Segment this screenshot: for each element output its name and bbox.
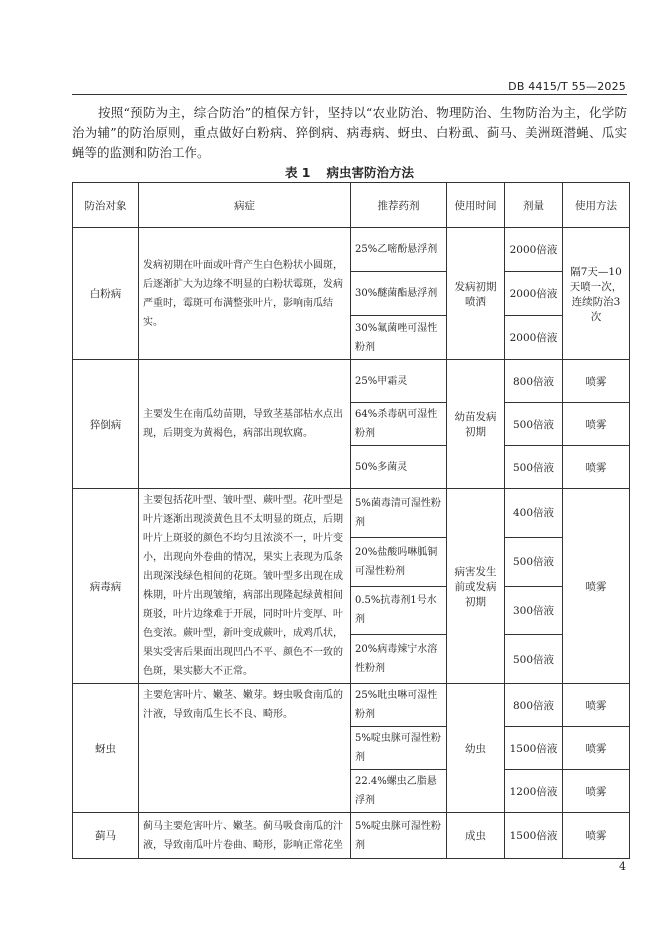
header-dose: 剂量 <box>505 183 563 228</box>
drug-cell: 20%盐酸吗啉胍铜可湿性粉剂 <box>351 537 447 586</box>
drug-cell: 50%多菌灵 <box>351 446 447 489</box>
standard-code: DB 4415/T 55—2025 <box>508 80 626 93</box>
method-cell: 喷雾 <box>563 403 630 446</box>
method-cell: 喷雾 <box>563 770 630 813</box>
symptom-cell: 发病初期在叶面或叶背产生白色粉状小圆斑，后逐渐扩大为边缘不明显的白粉状霉斑，发病严重时，霉斑可布满整张叶片，影响南瓜结实。 <box>139 228 351 360</box>
dose-cell: 500倍液 <box>505 446 563 489</box>
dose-cell: 400倍液 <box>505 489 563 538</box>
header-time: 使用时间 <box>447 183 505 228</box>
target-cell: 蓟马 <box>73 813 139 859</box>
dose-cell: 2000倍液 <box>505 228 563 272</box>
time-cell: 幼虫 <box>447 684 505 813</box>
dose-cell: 1200倍液 <box>505 770 563 813</box>
time-cell: 幼苗发病初期 <box>447 360 505 489</box>
dose-cell: 2000倍液 <box>505 316 563 360</box>
time-cell: 病害发生前或发病初期 <box>447 489 505 684</box>
page-number: 4 <box>619 860 626 873</box>
intro-paragraph: 按照“预防为主，综合防治”的植保方针，坚持以“农业防治、物理防治、生物防治为主，化学防治为辅”的防治原则，重点做好白粉病、猝倒病、病毒病、蚜虫、白粉虱、蓟马、美洲斑潜蝇、瓜实蝇等的监测和防治工作。 <box>72 105 627 160</box>
drug-cell: 25%乙嘧酚悬浮剂 <box>351 228 447 272</box>
dose-cell: 1500倍液 <box>505 727 563 770</box>
symptom-cell: 主要危害叶片、嫩茎、嫩芽。蚜虫吸食南瓜的汁液，导致南瓜生长不良、畸形。 <box>139 684 351 813</box>
header-target: 防治对象 <box>73 183 139 228</box>
dose-cell: 800倍液 <box>505 360 563 403</box>
header-method: 使用方法 <box>563 183 630 228</box>
method-cell: 喷雾 <box>563 813 630 859</box>
drug-cell: 20%病毒辣宁水溶性粉剂 <box>351 635 447 684</box>
symptom-cell: 主要包括花叶型、皱叶型、蕨叶型。花叶型是叶片逐渐出现淡黄色且不太明显的斑点，后期叶片上斑驳的颜色不均匀且浓淡不一，叶片变小，出现向外卷曲的情况，果实上表现为瓜条出现深浅绿色相间的花斑。皱叶型多出现在成株期，叶片出现皱缩，病部出现隆起绿黄相间斑驳，叶片边缘难于开展，同时叶片变厚、叶色变浓。蕨叶型，新叶变成蕨叶，成鸡爪状，果实受害后果面出现凹凸不平、颜色不一致的色斑，果实膨大不正常。 <box>139 489 351 684</box>
drug-cell: 5%菌毒清可湿性粉剂 <box>351 489 447 538</box>
table-caption-title: 病虫害防治方法 <box>326 165 415 180</box>
time-cell: 成虫 <box>447 813 505 859</box>
dose-cell: 300倍液 <box>505 586 563 635</box>
target-cell: 蚜虫 <box>73 684 139 813</box>
table-row <box>73 228 630 272</box>
header-rule <box>72 94 627 95</box>
table-header-row <box>73 183 630 228</box>
table-row <box>73 360 630 403</box>
drug-cell: 0.5%抗毒剂1号水剂 <box>351 586 447 635</box>
table-row <box>73 813 630 859</box>
pest-control-table <box>72 182 630 859</box>
dose-cell: 500倍液 <box>505 635 563 684</box>
dose-cell: 800倍液 <box>505 684 563 727</box>
dose-cell: 500倍液 <box>505 403 563 446</box>
drug-cell: 30%氟菌唑可湿性粉剂 <box>351 316 447 360</box>
table-row <box>73 489 630 538</box>
table-row <box>73 684 630 727</box>
drug-cell: 64%杀毒矾可湿性粉剂 <box>351 403 447 446</box>
time-cell: 发病初期喷洒 <box>447 228 505 360</box>
method-cell: 隔7天—10天喷一次，连续防治3次 <box>563 228 630 360</box>
method-cell: 喷雾 <box>563 360 630 403</box>
target-cell: 病毒病 <box>73 489 139 684</box>
drug-cell: 25%甲霜灵 <box>351 360 447 403</box>
drug-cell: 22.4%螺虫乙脂悬浮剂 <box>351 770 447 813</box>
drug-cell: 5%啶虫脒可湿性粉剂 <box>351 813 447 859</box>
header-symptom: 病症 <box>139 183 351 228</box>
table-caption <box>72 163 627 181</box>
table-caption-number: 表 1 <box>284 165 311 180</box>
dose-cell: 2000倍液 <box>505 272 563 316</box>
drug-cell: 5%啶虫脒可湿性粉剂 <box>351 727 447 770</box>
symptom-cell: 蓟马主要危害叶片、嫩茎。蓟马吸食南瓜的汁液，导致南瓜叶片卷曲、畸形，影响正常花坐 <box>139 813 351 859</box>
method-cell: 喷雾 <box>563 489 630 684</box>
method-cell: 喷雾 <box>563 446 630 489</box>
drug-cell: 30%醚菌酯悬浮剂 <box>351 272 447 316</box>
target-cell: 猝倒病 <box>73 360 139 489</box>
dose-cell: 500倍液 <box>505 537 563 586</box>
method-cell: 喷雾 <box>563 684 630 727</box>
header-drug: 推荐药剂 <box>351 183 447 228</box>
symptom-cell: 主要发生在南瓜幼苗期，导致茎基部枯水点出现，后期变为黄褐色，病部出现软腐。 <box>139 360 351 489</box>
target-cell: 白粉病 <box>73 228 139 360</box>
drug-cell: 25%吡虫啉可湿性粉剂 <box>351 684 447 727</box>
method-cell: 喷雾 <box>563 727 630 770</box>
dose-cell: 1500倍液 <box>505 813 563 859</box>
